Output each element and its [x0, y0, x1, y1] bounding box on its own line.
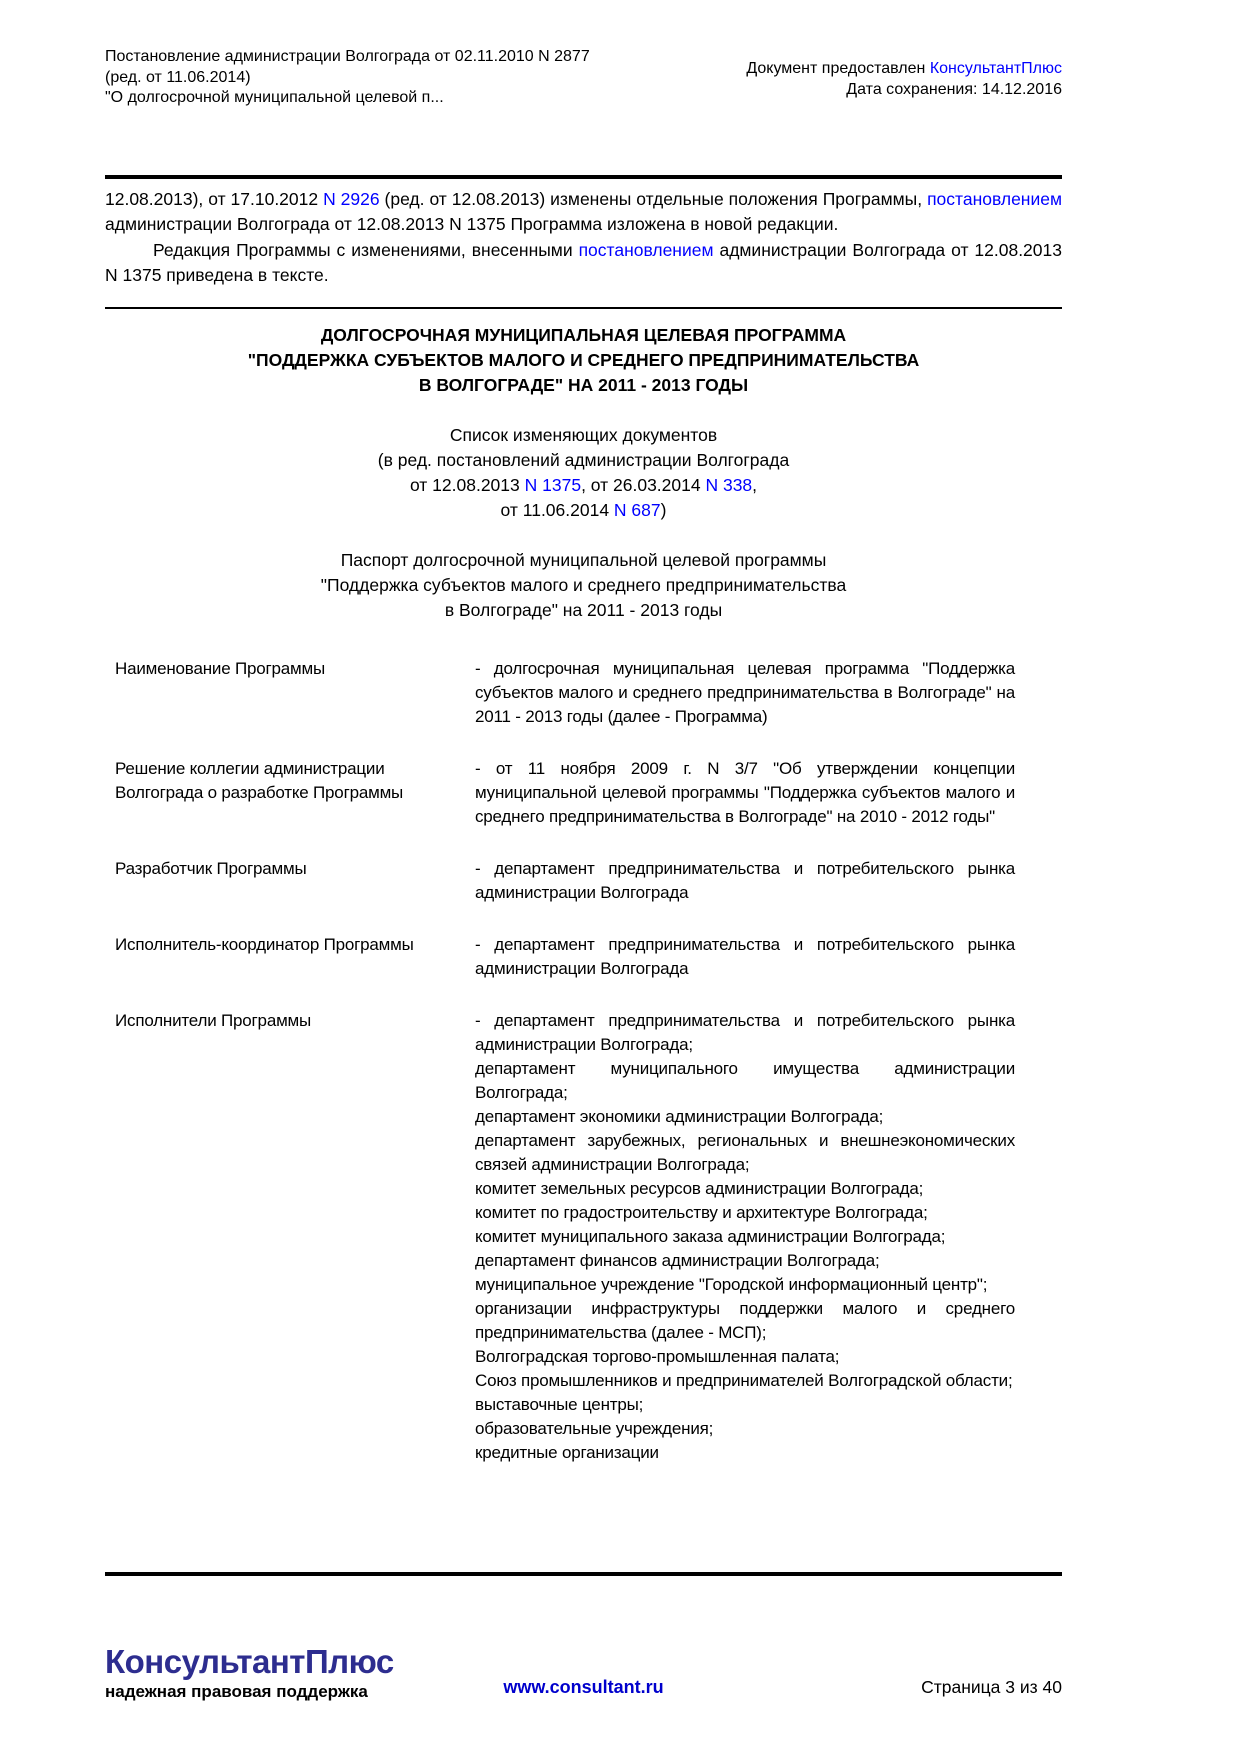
consultant-site-link[interactable]: www.consultant.ru	[503, 1677, 664, 1697]
page-header	[105, 0, 1062, 109]
program-title-line2: "ПОДДЕРЖКА СУБЪЕКТОВ МАЛОГО И СРЕДНЕГО ПРЕДПРИНИМАТЕЛЬСТВА	[247, 349, 920, 370]
doc-link-postanovlenie-1[interactable]: постановлением	[927, 188, 1063, 209]
document-reference	[105, 47, 590, 109]
row-value-line: департамент муниципального имущества администрации Волгограда;	[475, 1058, 1015, 1102]
passport-heading-line1: Паспорт долгосрочной муниципальной целевой программы	[340, 549, 827, 570]
logo-tagline: надежная правовая поддержка	[105, 1682, 368, 1701]
document-reference-line3: "О долгосрочной муниципальной целевой п...	[105, 89, 444, 106]
program-title	[105, 323, 1062, 398]
intro-section	[105, 187, 1062, 289]
passport-table	[105, 657, 1062, 1465]
table-row	[115, 857, 1062, 905]
row-value-line: департамент зарубежных, региональных и внешнеэкономических связей администрации Волгограда;	[475, 1130, 1015, 1174]
row-value-line: организации инфраструктуры поддержки малого и среднего предпринимательства (далее - МСП);	[475, 1298, 1015, 1342]
row-value	[475, 857, 1015, 905]
intro-paragraph-2	[105, 238, 1062, 289]
provided-by-line	[746, 59, 1062, 80]
row-value-line: - департамент предпринимательства и потребительского рынка администрации Волгограда;	[475, 1010, 1015, 1054]
provided-by-text: Документ предоставлен	[746, 60, 930, 77]
row-value-line: - долгосрочная муниципальная целевая программа "Поддержка субъектов малого и среднего предпринимательства в Волгограде" на 2011 - 2013 годы (далее - Программа)	[475, 658, 1015, 726]
amendments-line4	[105, 498, 1062, 523]
row-value-line: - департамент предпринимательства и потребительского рынка администрации Волгограда	[475, 934, 1015, 978]
header-divider	[105, 175, 1062, 179]
page-number: Страница 3 из 40	[921, 1677, 1062, 1697]
amendments-text: , от 26.03.2014	[581, 474, 706, 495]
row-value-line: комитет муниципального заказа администрации Волгограда;	[475, 1226, 946, 1246]
section-divider	[105, 307, 1062, 309]
page-footer	[105, 1645, 1062, 1702]
doc-link-postanovlenie-2[interactable]: постановлением	[578, 239, 714, 260]
passport-heading-line3: в Волгограде" на 2011 - 2013 годы	[444, 599, 723, 620]
row-value-line: департамент финансов администрации Волгограда;	[475, 1250, 880, 1270]
row-value	[475, 933, 1015, 981]
logo-text: КонсультантПлюс	[105, 1643, 394, 1680]
row-value-line: департамент экономики администрации Волгограда;	[475, 1106, 884, 1126]
amendments-text: )	[660, 499, 667, 520]
row-label: Решение коллегии администрации Волгограда о разработке Программы	[115, 758, 404, 802]
row-value-line: выставочные центры;	[475, 1394, 644, 1414]
amendments-line1: Список изменяющих документов	[449, 424, 718, 445]
intro-text: (ред. от 12.08.2013) изменены отдельные положения Программы,	[379, 188, 928, 209]
provider-info	[746, 47, 1062, 109]
table-row	[115, 657, 1062, 729]
amendments-line2: (в ред. постановлений администрации Волгограда	[377, 449, 790, 470]
intro-text: 12.08.2013), от 17.10.2012	[105, 188, 324, 209]
intro-text: администрации Волгограда от 12.08.2013 N 1375 Программа изложена в новой редакции.	[105, 214, 839, 234]
program-title-line1: ДОЛГОСРОЧНАЯ МУНИЦИПАЛЬНАЯ ЦЕЛЕВАЯ ПРОГРАММА	[320, 324, 847, 345]
save-date: Дата сохранения: 14.12.2016	[846, 80, 1062, 98]
row-value-line: кредитные организации	[475, 1442, 659, 1462]
amendments-text: от 12.08.2013	[409, 474, 525, 495]
row-value	[475, 1009, 1015, 1465]
doc-link-n1375[interactable]: N 1375	[524, 474, 582, 495]
table-row	[115, 757, 1062, 829]
row-value-line: - от 11 ноября 2009 г. N 3/7 "Об утверждении концепции муниципальной целевой программы "Поддержка субъектов малого и среднего предпринимательства в Волгограде" на 2010 - 2012 годы"	[475, 758, 1015, 826]
row-label: Исполнители Программы	[115, 1010, 312, 1030]
table-row	[115, 933, 1062, 981]
amendments-line3	[105, 473, 1062, 498]
row-label: Исполнитель-координатор Программы	[115, 934, 414, 954]
amendments-note	[105, 423, 1062, 523]
intro-text: администрации Волгограда от 12.08.2013 N 1375 приведена в тексте.	[105, 239, 1062, 285]
passport-heading	[105, 548, 1062, 623]
footer-site	[424, 1645, 743, 1698]
doc-link-n338[interactable]: N 338	[705, 474, 753, 495]
row-label: Наименование Программы	[115, 658, 326, 678]
consultantplus-link[interactable]: КонсультантПлюс	[929, 60, 1062, 77]
doc-link-n2926[interactable]: N 2926	[323, 188, 380, 209]
row-value-line: - департамент предпринимательства и потребительского рынка администрации Волгограда	[475, 858, 1015, 902]
row-value-line: Волгоградская торгово-промышленная палата;	[475, 1346, 840, 1366]
document-reference-line2: (ред. от 11.06.2014)	[105, 68, 251, 86]
passport-heading-line2: "Поддержка субъектов малого и среднего предпринимательства	[320, 574, 847, 595]
footer-divider	[105, 1572, 1062, 1576]
row-label: Разработчик Программы	[115, 858, 307, 878]
intro-text: Редакция Программы с изменениями, внесенными	[153, 239, 579, 260]
document-reference-line1: Постановление администрации Волгограда от 02.11.2010 N 2877	[105, 48, 590, 65]
row-value-line: комитет земельных ресурсов администрации Волгограда;	[475, 1178, 924, 1198]
consultantplus-logo	[105, 1645, 424, 1702]
row-value-line: Союз промышленников и предпринимателей Волгоградской области;	[475, 1370, 1013, 1390]
row-value-line: образовательные учреждения;	[475, 1418, 714, 1438]
program-title-line3: В ВОЛГОГРАДЕ" НА 2011 - 2013 ГОДЫ	[418, 374, 749, 395]
row-value-line: комитет по градостроительству и архитектуре Волгограда;	[475, 1202, 928, 1222]
doc-link-n687[interactable]: N 687	[613, 499, 661, 520]
row-value	[475, 757, 1015, 829]
amendments-text: ,	[752, 474, 758, 495]
row-value-line: муниципальное учреждение "Городской информационный центр";	[475, 1274, 988, 1294]
table-row	[115, 1009, 1062, 1465]
intro-paragraph-1	[105, 187, 1062, 238]
amendments-text: от 11.06.2014	[500, 499, 614, 520]
document-content	[105, 0, 1062, 1465]
row-value	[475, 657, 1015, 729]
